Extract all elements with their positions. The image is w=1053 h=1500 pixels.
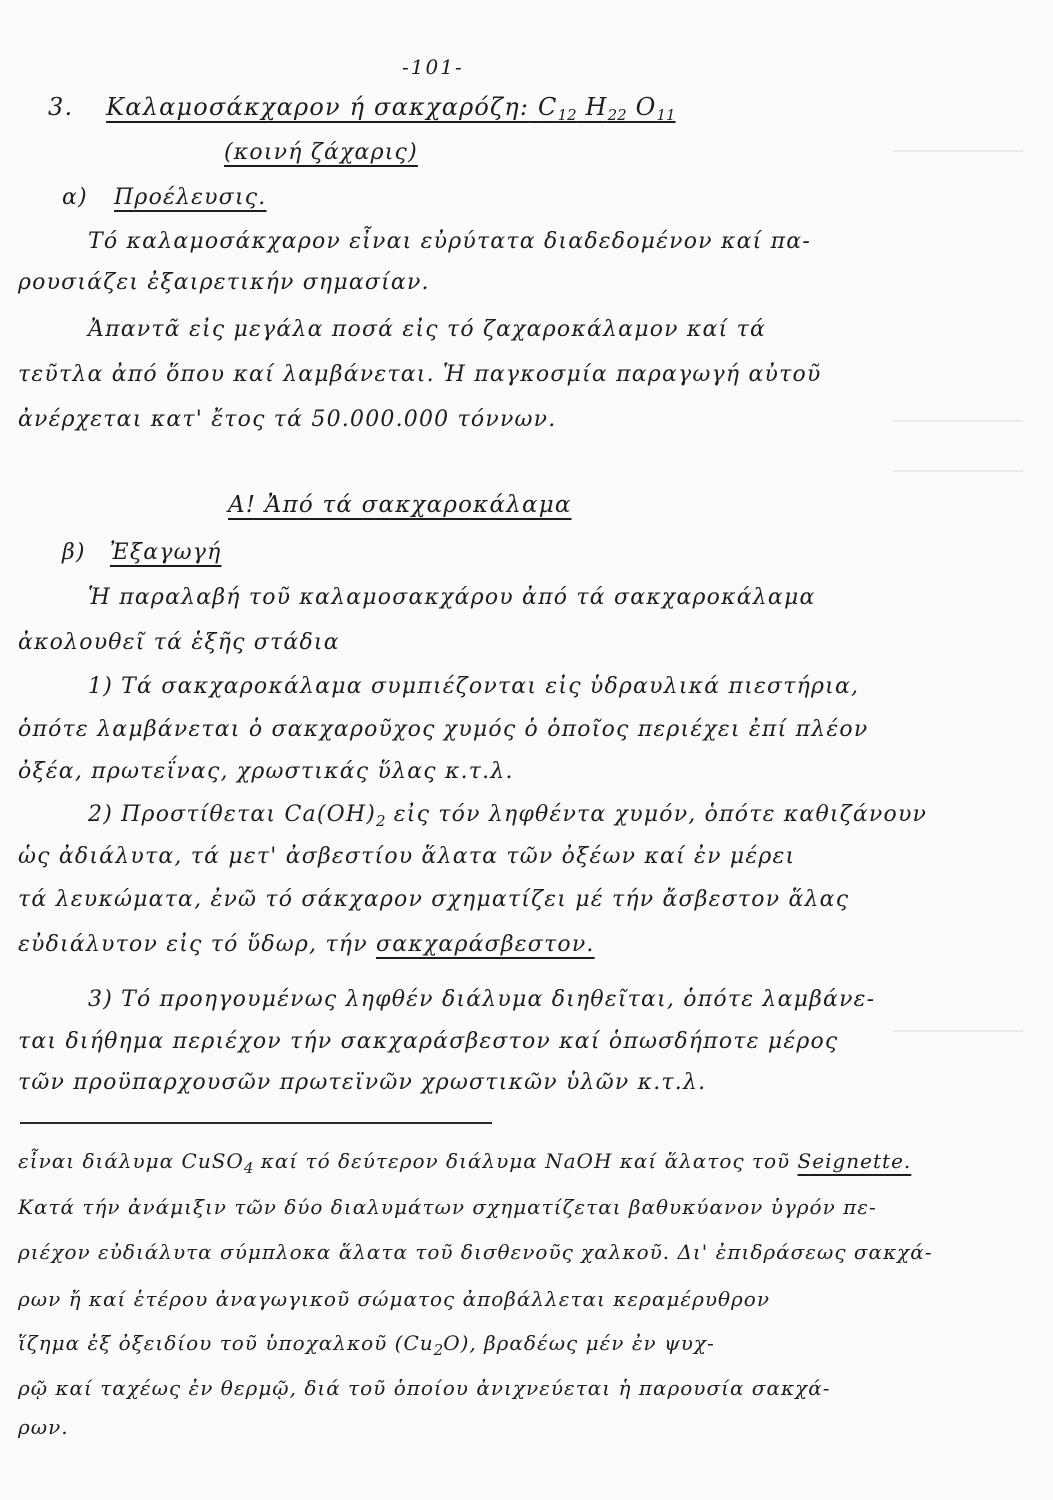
footnote-divider: [20, 1122, 492, 1124]
text-line: ἀκολουθεῖ τά ἑξῆς στάδια: [18, 630, 340, 655]
text-line: Τό καλαμοσάκχαρον εἶναι εὐρύτατα διαδεδομένον καί πα-: [88, 229, 811, 254]
bleed-through-mark: [893, 150, 1023, 152]
text-line: τεῦτλα ἀπό ὅπου καί λαμβάνεται. Ἡ παγκοσμία παραγωγή αὐτοῦ: [18, 362, 822, 387]
step2-formula: $Ca(OH)_2$: [284, 802, 386, 830]
bleed-through-mark: [893, 420, 1023, 422]
subheading: Α! Ἀπό τά σακχαροκάλαμα: [228, 492, 572, 518]
section-a-marker: α): [62, 185, 88, 210]
text-line: τῶν προϋπαρχουσῶν πρωτεϊνῶν χρωστικῶν ὑλῶν κ.τ.λ.: [18, 1070, 707, 1095]
page-number: -101-: [402, 55, 464, 79]
text-line: ὀξέα, πρωτεΐνας, χρωστικάς ὕλας κ.τ.λ.: [18, 759, 514, 784]
section-b-marker: β): [62, 540, 86, 565]
section-a-title: Προέλευσις.: [114, 185, 267, 210]
text-line: Ἀπαντᾶ εἰς μεγάλα ποσά εἰς τό ζαχαροκάλαμον καί τά: [88, 317, 767, 342]
section-b-heading: [62, 538, 221, 568]
text-line: ὁπότε λαμβάνεται ὁ σακχαροῦχος χυμός ὁ ὁποῖος περιέχει ἐπί πλέον: [18, 717, 869, 742]
footnote-line: Κατά τήν ἀνάμιξιν τῶν δύο διαλυμάτων σχηματίζεται βαθυκύανον ὑγρόν πε-: [18, 1195, 877, 1219]
cu2o-formula: $(Cu_2O)$,: [394, 1331, 477, 1359]
text-line: ρουσιάζει ἐξαιρετικήν σημασίαν.: [18, 270, 430, 295]
text-line: 1) Τά σακχαροκάλαμα συμπιέζονται εἰς ὑδραυλικά πιεστήρια,: [88, 674, 860, 699]
bleed-through-mark: [893, 470, 1023, 472]
text-line-step-2: 2) Προστίθεται $Ca(OH)_2$ εἰς τόν ληφθέντα χυμόν, ὁπότε καθιζάνουν: [88, 802, 928, 830]
text-line: τά λευκώματα, ἐνῶ τό σάκχαρον σχηματίζει μέ τήν ἄσβεστον ἅλας: [18, 887, 850, 912]
footnote-line: ριέχον εὐδιάλυτα σύμπλοκα ἅλατα τοῦ δισθενοῦς χαλκοῦ. Δι' ἐπιδράσεως σακχά-: [18, 1240, 933, 1264]
seignette-term: Seignette.: [797, 1149, 912, 1173]
footnote-line: ρων.: [18, 1415, 69, 1439]
section-heading: [48, 92, 676, 130]
cuso4-formula: CuSO$_4$: [181, 1149, 254, 1177]
text-line: ὡς ἀδιάλυτα, τά μετ' ἀσβεστίου ἅλατα τῶν ὀξέων καί ἐν μέρει: [18, 844, 796, 869]
heading-title-underlined: [106, 93, 676, 124]
emphasized-term: σακχαράσβεστον.: [375, 932, 595, 957]
text-line: ἀνέρχεται κατ' ἔτος τά 50.000.000 τόννων.: [18, 407, 557, 432]
heading-subtitle: (κοινή ζάχαρις): [224, 140, 418, 165]
heading-title: Καλαμοσάκχαρον ή σακχαρόζη:: [106, 93, 530, 121]
text-line: ται διήθημα περιέχον τήν σακχαράσβεστον καί ὁπωσδήποτε μέρος: [18, 1029, 839, 1054]
footnote-line: ἵζημα ἐξ ὀξειδίου τοῦ ὑποχαλκοῦ $(Cu_2O)$, βραδέως μέν ἐν ψυχ-: [18, 1331, 715, 1359]
footnote-line: ρων ἤ καί ἑτέρου ἀναγωγικοῦ σώματος ἀποβάλλεται κεραμέρυθρον: [18, 1287, 770, 1311]
section-b-title: Ἐξαγωγή: [109, 540, 222, 565]
footnote-line: εἶναι διάλυμα CuSO$_4$ καί τό δεύτερον διάλυμα NaOH καί ἅλατος τοῦ Seignette.: [18, 1149, 912, 1177]
section-a-heading: [62, 183, 267, 213]
heading-formula: $C_{12}$ $H_{22}$ $O_{11}$: [537, 93, 676, 124]
heading-number: 3.: [48, 93, 74, 121]
text-line: Ἡ παραλαβή τοῦ καλαμοσακχάρου ἀπό τά σακχαροκάλαμα: [88, 585, 816, 610]
text-line: εὐδιάλυτον εἰς τό ὕδωρ, τήν σακχαράσβεστον.: [18, 932, 595, 957]
bleed-through-mark: [893, 1030, 1023, 1032]
text-line: 3) Τό προηγουμένως ληφθέν διάλυμα διηθεῖται, ὁπότε λαμβάνε-: [88, 987, 876, 1012]
footnote-line: ρῷ καί ταχέως ἐν θερμῷ, διά τοῦ ὁποίου ἀνιχνεύεται ἡ παρουσία σακχά-: [18, 1376, 831, 1400]
